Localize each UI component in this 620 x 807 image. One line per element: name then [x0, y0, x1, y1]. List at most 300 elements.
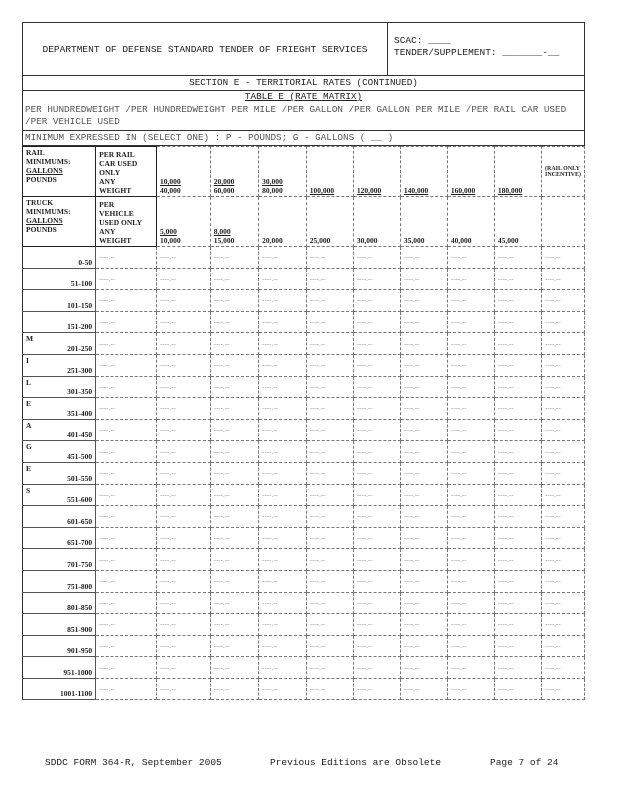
min-top: 180,000: [497, 186, 523, 195]
rate-cell[interactable]: ----.--: [494, 592, 541, 614]
rate-cell[interactable]: ----.--: [447, 506, 494, 528]
rate-cell[interactable]: ----.--: [400, 506, 447, 528]
mileage-range: [23, 484, 96, 506]
table-row: [23, 311, 585, 333]
rate-cell[interactable]: ----.--: [494, 376, 541, 398]
rate-cell[interactable]: ----.--: [306, 506, 353, 528]
min-bottom: 40,000: [450, 236, 472, 245]
rate-cell[interactable]: ----.--: [541, 635, 584, 657]
minimum-unit-line: MINIMUM EXPRESSED IN (SELECT ONE) : P - POUNDS; G - GALLONS ( __ ): [22, 131, 585, 146]
header-text: RAIL: [26, 148, 45, 157]
range-label: 951-1000: [63, 667, 93, 677]
rate-cell[interactable]: ----.--: [96, 354, 157, 376]
mileage-letter: G: [26, 442, 32, 452]
truck-minimum-column: [494, 197, 541, 247]
min-bottom: 20,000: [262, 236, 283, 245]
rate-cell[interactable]: ----.--: [400, 290, 447, 312]
rate-cell[interactable]: ----.--: [353, 570, 400, 592]
rate-cell[interactable]: ----.--: [541, 506, 584, 528]
rate-cell[interactable]: ----.--: [400, 419, 447, 441]
range-label: 0-50: [78, 257, 93, 267]
rate-cell[interactable]: ----.--: [306, 549, 353, 571]
rate-cell[interactable]: ----.--: [96, 462, 157, 484]
rail-minimum-column: [494, 147, 541, 197]
header-text: ONLY: [99, 168, 121, 177]
rate-cell[interactable]: ----.--: [353, 247, 400, 269]
rate-cell[interactable]: ----.--: [306, 657, 353, 679]
rate-cell[interactable]: ----.--: [96, 635, 157, 657]
rate-cell[interactable]: ----.--: [541, 484, 584, 506]
mileage-range: [23, 657, 96, 679]
rate-cell[interactable]: ----.--: [400, 398, 447, 420]
rate-cell[interactable]: ----.--: [96, 570, 157, 592]
rate-cell[interactable]: ----.--: [400, 311, 447, 333]
rate-cell[interactable]: ----.--: [157, 419, 211, 441]
min-top: 8,000: [213, 227, 231, 236]
truck-minimum-column: [400, 197, 447, 247]
rate-cell[interactable]: ----.--: [494, 441, 541, 463]
rate-cell[interactable]: ----.--: [353, 462, 400, 484]
min-top: 100,000: [309, 186, 335, 195]
table-row: [23, 376, 585, 398]
rate-cell[interactable]: ----.--: [157, 268, 211, 290]
rate-cell[interactable]: ----.--: [96, 441, 157, 463]
rate-cell[interactable]: ----.--: [541, 290, 584, 312]
truck-minimum-column: [306, 197, 353, 247]
rate-cell[interactable]: ----.--: [447, 592, 494, 614]
rate-cell[interactable]: ----.--: [210, 268, 258, 290]
rate-cell[interactable]: ----.--: [96, 592, 157, 614]
rate-cell[interactable]: ----.--: [494, 657, 541, 679]
rate-cell[interactable]: ----.--: [96, 657, 157, 679]
rate-cell[interactable]: ----.--: [447, 354, 494, 376]
rate-cell[interactable]: ----.--: [400, 527, 447, 549]
rate-cell[interactable]: ----.--: [541, 657, 584, 679]
range-label: 51-100: [70, 279, 93, 289]
rate-cell[interactable]: ----.--: [353, 657, 400, 679]
rate-cell[interactable]: ----.--: [447, 290, 494, 312]
rate-cell[interactable]: ----.--: [353, 398, 400, 420]
rate-cell[interactable]: ----.--: [494, 678, 541, 700]
table-title: TABLE E (RATE MATRIX): [22, 91, 585, 104]
rate-cell[interactable]: ----.--: [447, 678, 494, 700]
rate-cell[interactable]: ----.--: [400, 592, 447, 614]
rate-cell[interactable]: ----.--: [306, 484, 353, 506]
mileage-range: [23, 354, 96, 376]
mileage-range: [23, 419, 96, 441]
rate-cell[interactable]: ----.--: [259, 311, 307, 333]
rate-cell[interactable]: ----.--: [541, 527, 584, 549]
rate-cell[interactable]: ----.--: [306, 678, 353, 700]
rate-cell[interactable]: ----.--: [210, 506, 258, 528]
rate-cell[interactable]: ----.--: [259, 462, 307, 484]
rate-cell[interactable]: ----.--: [447, 570, 494, 592]
rate-cell[interactable]: ----.--: [306, 268, 353, 290]
header-text: WEIGHT: [99, 236, 132, 245]
rate-cell[interactable]: ----.--: [541, 333, 584, 355]
rate-cell[interactable]: ----.--: [259, 527, 307, 549]
rail-per-label: [96, 147, 157, 197]
rate-cell[interactable]: ----.--: [259, 441, 307, 463]
table-row: [23, 398, 585, 420]
rate-cell[interactable]: ----.--: [157, 247, 211, 269]
rate-cell[interactable]: ----.--: [447, 398, 494, 420]
rate-cell[interactable]: ----.--: [400, 635, 447, 657]
min-bottom: 25,000: [309, 236, 331, 245]
rate-cell[interactable]: ----.--: [157, 592, 211, 614]
rate-cell[interactable]: ----.--: [353, 333, 400, 355]
rate-cell[interactable]: ----.--: [96, 527, 157, 549]
table-row: [23, 549, 585, 571]
rate-cell[interactable]: ----.--: [259, 678, 307, 700]
rate-cell[interactable]: ----.--: [210, 462, 258, 484]
rate-cell[interactable]: ----.--: [96, 311, 157, 333]
rail-minimum-column: [353, 147, 400, 197]
table-row: [23, 462, 585, 484]
rate-cell[interactable]: ----.--: [306, 398, 353, 420]
rate-cell[interactable]: ----.--: [353, 635, 400, 657]
rate-cell[interactable]: ----.--: [447, 247, 494, 269]
rate-cell[interactable]: ----.--: [494, 311, 541, 333]
rate-cell[interactable]: ----.--: [306, 614, 353, 636]
mileage-range: [23, 290, 96, 312]
min-top: 120,000: [356, 186, 382, 195]
rate-cell[interactable]: ----.--: [96, 419, 157, 441]
rate-cell[interactable]: ----.--: [157, 354, 211, 376]
min-bottom: 60,000: [213, 186, 235, 195]
rate-cell[interactable]: ----.--: [157, 506, 211, 528]
mileage-range: [23, 376, 96, 398]
rate-cell[interactable]: ----.--: [447, 549, 494, 571]
rate-cell[interactable]: ----.--: [157, 333, 211, 355]
rate-cell[interactable]: ----.--: [494, 484, 541, 506]
rate-cell[interactable]: ----.--: [306, 247, 353, 269]
tender-supplement-field[interactable]: TENDER/SUPPLEMENT: _______-__: [394, 47, 560, 58]
scac-field[interactable]: SCAC: ____: [394, 35, 452, 46]
rate-cell[interactable]: ----.--: [210, 614, 258, 636]
rate-cell[interactable]: ----.--: [96, 614, 157, 636]
rate-cell[interactable]: ----.--: [210, 441, 258, 463]
mileage-range: [23, 462, 96, 484]
rate-cell[interactable]: ----.--: [541, 376, 584, 398]
rate-cell[interactable]: ----.--: [306, 441, 353, 463]
rate-cell[interactable]: ----.--: [353, 484, 400, 506]
rate-cell[interactable]: ----.--: [447, 527, 494, 549]
table-row: [23, 527, 585, 549]
mileage-letter: S: [26, 485, 31, 495]
page-number: Page 7 of 24: [490, 757, 559, 768]
rate-cell[interactable]: ----.--: [447, 441, 494, 463]
rate-cell[interactable]: ----.--: [400, 247, 447, 269]
rate-basis-line: PER HUNDREDWEIGHT /PER HUNDREDWEIGHT PER MILE /PER GALLON /PER GALLON PER MILE /PER RAIL CAR USED /PER VEHICLE USED: [22, 104, 585, 131]
rate-cell[interactable]: ----.--: [157, 527, 211, 549]
rate-cell[interactable]: ----.--: [157, 441, 211, 463]
rate-cell[interactable]: ----.--: [96, 484, 157, 506]
header-text: GALLONS: [26, 166, 63, 175]
rate-cell[interactable]: ----.--: [400, 570, 447, 592]
rate-cell[interactable]: ----.--: [96, 549, 157, 571]
range-label: 801-850: [67, 603, 93, 613]
mileage-range: [23, 333, 96, 355]
rate-cell[interactable]: ----.--: [400, 376, 447, 398]
header-text: USED ONLY: [99, 218, 143, 227]
form-title: DEPARTMENT OF DEFENSE STANDARD TENDER OF FRIEGHT SERVICES: [23, 23, 388, 75]
rate-cell[interactable]: ----.--: [210, 549, 258, 571]
rate-cell[interactable]: ----.--: [306, 419, 353, 441]
rate-cell[interactable]: ----.--: [157, 635, 211, 657]
rate-cell[interactable]: ----.--: [494, 462, 541, 484]
rate-cell[interactable]: ----.--: [259, 376, 307, 398]
rate-cell[interactable]: ----.--: [353, 419, 400, 441]
empty-cell: [541, 197, 584, 247]
rate-cell[interactable]: ----.--: [157, 376, 211, 398]
rate-cell[interactable]: ----.--: [157, 678, 211, 700]
rate-cell[interactable]: ----.--: [210, 635, 258, 657]
rail-minimum-column: [259, 147, 307, 197]
mileage-range: [23, 678, 96, 700]
rate-cell[interactable]: ----.--: [210, 570, 258, 592]
min-top: 5,000: [160, 227, 177, 236]
rate-cell[interactable]: ----.--: [96, 398, 157, 420]
rail-minimum-column: [210, 147, 258, 197]
rate-cell[interactable]: ----.--: [494, 333, 541, 355]
rate-cell[interactable]: ----.--: [494, 549, 541, 571]
table-row: [23, 678, 585, 700]
rate-cell[interactable]: ----.--: [210, 354, 258, 376]
rate-cell[interactable]: ----.--: [210, 592, 258, 614]
rate-cell[interactable]: ----.--: [259, 506, 307, 528]
rate-cell[interactable]: ----.--: [447, 419, 494, 441]
range-label: 501-550: [67, 473, 93, 483]
rate-cell[interactable]: ----.--: [353, 678, 400, 700]
range-label: 701-750: [67, 559, 93, 569]
rate-cell[interactable]: ----.--: [541, 570, 584, 592]
mileage-range: [23, 398, 96, 420]
rate-cell[interactable]: ----.--: [96, 376, 157, 398]
rate-cell[interactable]: ----.--: [400, 678, 447, 700]
rate-cell[interactable]: ----.--: [259, 419, 307, 441]
rate-cell[interactable]: ----.--: [353, 527, 400, 549]
table-row: [23, 592, 585, 614]
table-row: [23, 247, 585, 269]
rate-cell[interactable]: ----.--: [210, 527, 258, 549]
header-text: VEHICLE: [99, 209, 134, 218]
rate-cell[interactable]: ----.--: [157, 657, 211, 679]
rate-cell[interactable]: ----.--: [259, 570, 307, 592]
rate-cell[interactable]: ----.--: [259, 333, 307, 355]
rate-cell[interactable]: ----.--: [400, 549, 447, 571]
rate-cell[interactable]: ----.--: [494, 419, 541, 441]
mileage-range: [23, 268, 96, 290]
rate-cell[interactable]: ----.--: [494, 635, 541, 657]
rate-cell[interactable]: ----.--: [306, 592, 353, 614]
rate-cell[interactable]: ----.--: [400, 333, 447, 355]
rate-cell[interactable]: ----.--: [541, 441, 584, 463]
rate-cell[interactable]: ----.--: [259, 247, 307, 269]
obsolete-note: Previous Editions are Obsolete: [270, 757, 442, 768]
min-bottom: 35,000: [403, 236, 425, 245]
rate-cell[interactable]: ----.--: [306, 311, 353, 333]
min-bottom: 45,000: [497, 236, 519, 245]
rate-cell[interactable]: ----.--: [259, 657, 307, 679]
rate-cell[interactable]: ----.--: [447, 462, 494, 484]
rate-cell[interactable]: ----.--: [96, 290, 157, 312]
form-number: SDDC FORM 364-R, September 2005: [45, 757, 222, 768]
rate-cell[interactable]: ----.--: [541, 592, 584, 614]
rate-cell[interactable]: ----.--: [400, 268, 447, 290]
rate-cell[interactable]: ----.--: [157, 549, 211, 571]
rate-cell[interactable]: ----.--: [96, 333, 157, 355]
mileage-range: [23, 506, 96, 528]
rate-cell[interactable]: ----.--: [400, 614, 447, 636]
rate-cell[interactable]: ----.--: [541, 354, 584, 376]
rate-cell[interactable]: ----.--: [259, 398, 307, 420]
truck-minimum-column: [447, 197, 494, 247]
rate-cell[interactable]: ----.--: [210, 419, 258, 441]
rate-cell[interactable]: ----.--: [353, 441, 400, 463]
rate-cell[interactable]: ----.--: [353, 290, 400, 312]
min-top: 160,000: [450, 186, 476, 195]
rate-cell[interactable]: ----.--: [494, 290, 541, 312]
rate-cell[interactable]: ----.--: [157, 462, 211, 484]
rate-cell[interactable]: ----.--: [259, 549, 307, 571]
range-label: 151-200: [67, 322, 93, 332]
rate-cell[interactable]: ----.--: [96, 268, 157, 290]
mileage-range: [23, 527, 96, 549]
header-text: WEIGHT: [99, 186, 132, 195]
truck-per-label: [96, 197, 157, 247]
rate-cell[interactable]: ----.--: [259, 484, 307, 506]
rate-cell[interactable]: ----.--: [494, 614, 541, 636]
truck-minimum-column: [353, 197, 400, 247]
rate-cell[interactable]: ----.--: [306, 290, 353, 312]
rate-cell[interactable]: ----.--: [353, 592, 400, 614]
rate-cell[interactable]: ----.--: [494, 506, 541, 528]
rate-cell[interactable]: ----.--: [541, 419, 584, 441]
mileage-range: [23, 592, 96, 614]
rate-cell[interactable]: ----.--: [447, 376, 494, 398]
rate-cell[interactable]: ----.--: [210, 376, 258, 398]
table-row: [23, 441, 585, 463]
rate-cell[interactable]: ----.--: [306, 354, 353, 376]
mileage-letter: A: [26, 420, 32, 430]
rate-cell[interactable]: ----.--: [353, 268, 400, 290]
rate-cell[interactable]: ----.--: [494, 268, 541, 290]
rate-cell[interactable]: ----.--: [353, 549, 400, 571]
rate-cell[interactable]: ----.--: [96, 506, 157, 528]
rate-cell[interactable]: ----.--: [447, 614, 494, 636]
header-text: PER RAIL: [99, 150, 135, 159]
rate-cell[interactable]: ----.--: [210, 311, 258, 333]
rate-cell[interactable]: ----.--: [259, 354, 307, 376]
rate-cell[interactable]: ----.--: [447, 333, 494, 355]
min-bottom: 80,000: [262, 186, 283, 195]
rate-cell[interactable]: ----.--: [494, 570, 541, 592]
min-bottom: 10,000: [160, 236, 181, 245]
rate-cell[interactable]: ----.--: [210, 398, 258, 420]
header-text: CAR USED: [99, 159, 138, 168]
rate-cell[interactable]: ----.--: [157, 290, 211, 312]
rate-cell[interactable]: ----.--: [306, 635, 353, 657]
rate-cell[interactable]: ----.--: [494, 527, 541, 549]
rate-cell[interactable]: ----.--: [400, 441, 447, 463]
rate-cell[interactable]: ----.--: [353, 376, 400, 398]
rate-cell[interactable]: ----.--: [541, 247, 584, 269]
rate-cell[interactable]: ----.--: [447, 311, 494, 333]
rate-cell[interactable]: ----.--: [210, 247, 258, 269]
rate-cell[interactable]: ----.--: [353, 614, 400, 636]
rate-cell[interactable]: ----.--: [259, 614, 307, 636]
rate-cell[interactable]: ----.--: [210, 678, 258, 700]
rate-cell[interactable]: ----.--: [306, 527, 353, 549]
rate-cell[interactable]: ----.--: [400, 484, 447, 506]
header-text: ANY: [99, 227, 116, 236]
rate-cell[interactable]: ----.--: [157, 570, 211, 592]
min-top: 20,000: [213, 177, 235, 186]
min-bottom: 30,000: [356, 236, 378, 245]
range-label: 751-800: [67, 581, 93, 591]
rate-cell[interactable]: ----.--: [541, 614, 584, 636]
rate-cell[interactable]: ----.--: [259, 592, 307, 614]
rate-cell[interactable]: ----.--: [306, 333, 353, 355]
header-text: POUNDS: [26, 225, 57, 234]
header-text: GALLONS: [26, 216, 63, 225]
rate-cell[interactable]: ----.--: [259, 635, 307, 657]
rate-cell[interactable]: ----.--: [353, 506, 400, 528]
rate-cell[interactable]: ----.--: [494, 247, 541, 269]
rate-cell[interactable]: ----.--: [447, 268, 494, 290]
rate-cell[interactable]: ----.--: [541, 311, 584, 333]
rate-cell[interactable]: ----.--: [541, 462, 584, 484]
table-row: [23, 657, 585, 679]
rate-cell[interactable]: ----.--: [96, 678, 157, 700]
rate-cell[interactable]: ----.--: [259, 268, 307, 290]
rate-cell[interactable]: ----.--: [157, 311, 211, 333]
mileage-range: [23, 549, 96, 571]
rate-cell[interactable]: ----.--: [353, 311, 400, 333]
rate-cell[interactable]: ----.--: [447, 484, 494, 506]
rate-cell[interactable]: ----.--: [259, 290, 307, 312]
rate-cell[interactable]: ----.--: [210, 657, 258, 679]
rate-cell[interactable]: ----.--: [541, 549, 584, 571]
rate-cell[interactable]: ----.--: [210, 333, 258, 355]
rate-cell[interactable]: ----.--: [400, 354, 447, 376]
rail-minimums-label: [23, 147, 96, 197]
table-row: [23, 268, 585, 290]
rate-cell[interactable]: ----.--: [210, 290, 258, 312]
rate-cell[interactable]: ----.--: [400, 657, 447, 679]
rate-cell[interactable]: ----.--: [400, 462, 447, 484]
rate-cell[interactable]: ----.--: [157, 398, 211, 420]
rate-cell[interactable]: ----.--: [541, 678, 584, 700]
rate-cell[interactable]: ----.--: [447, 657, 494, 679]
rate-cell[interactable]: ----.--: [494, 398, 541, 420]
rate-cell[interactable]: ----.--: [306, 462, 353, 484]
rate-cell[interactable]: ----.--: [157, 484, 211, 506]
header-text: ANY: [99, 177, 116, 186]
rate-cell[interactable]: ----.--: [96, 247, 157, 269]
rate-cell[interactable]: ----.--: [210, 484, 258, 506]
rate-cell[interactable]: ----.--: [447, 635, 494, 657]
rate-cell[interactable]: ----.--: [541, 398, 584, 420]
rate-cell[interactable]: ----.--: [157, 614, 211, 636]
rate-cell[interactable]: ----.--: [353, 354, 400, 376]
rate-cell[interactable]: ----.--: [541, 268, 584, 290]
table-row: [23, 354, 585, 376]
rate-cell[interactable]: ----.--: [306, 376, 353, 398]
rate-cell[interactable]: ----.--: [494, 354, 541, 376]
rate-cell[interactable]: ----.--: [306, 570, 353, 592]
